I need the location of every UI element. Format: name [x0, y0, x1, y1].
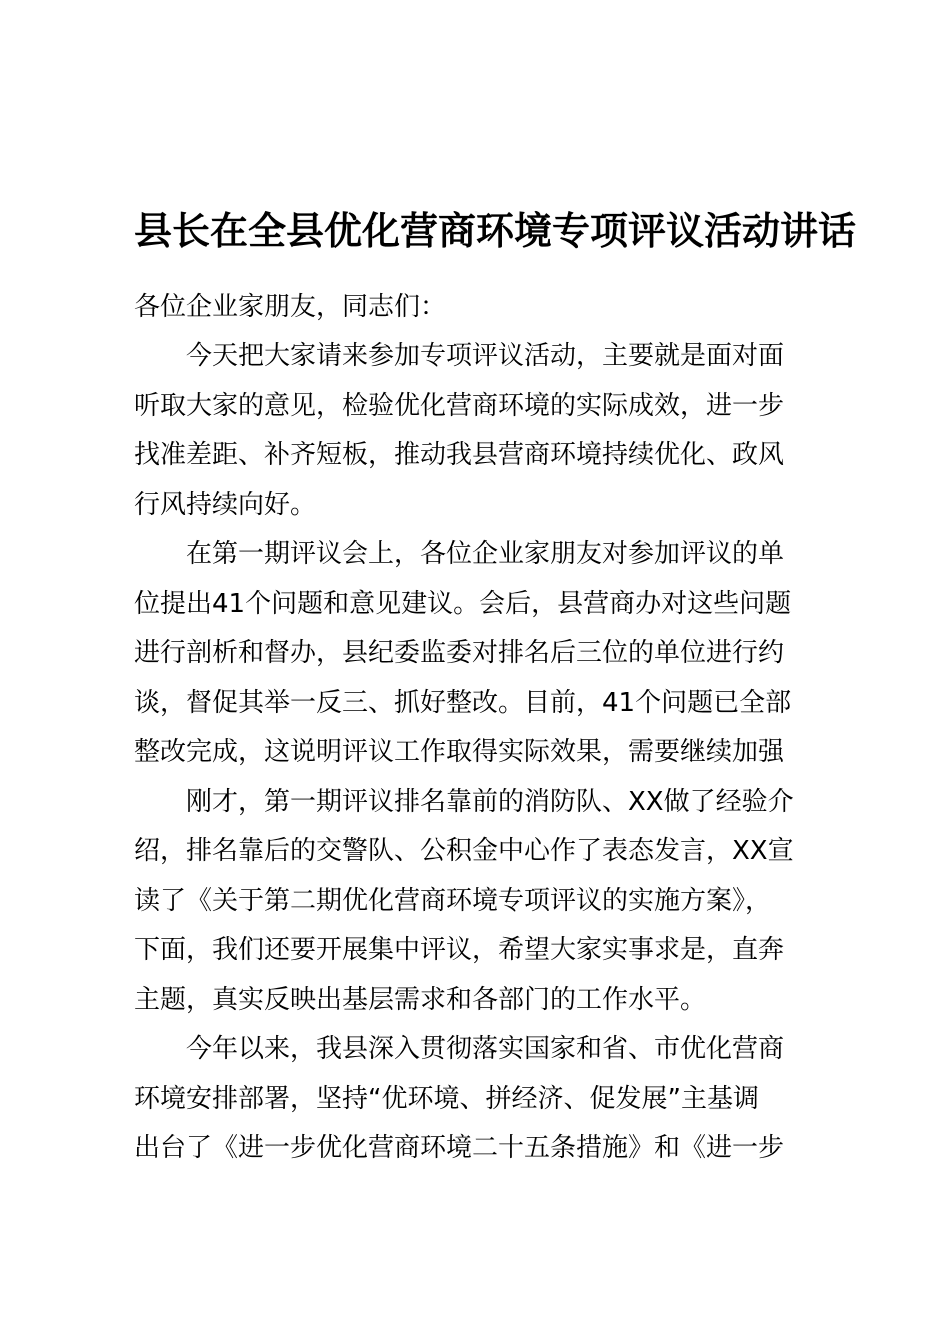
paragraph-3-line-1: 刚才，第一期评议排名靠前的消防队、XX做了经验介 — [186, 787, 794, 817]
paragraph-3-line-5: 主题，真实反映出基层需求和各部门的工作水平。 — [134, 985, 707, 1015]
paragraph-1-line-1: 今天把大家请来参加专项评议活动，主要就是面对面 — [186, 341, 785, 371]
salutation: 各位企业家朋友，同志们： — [134, 292, 447, 322]
paragraph-1-line-2: 听取大家的意见，检验优化营商环境的实际成效，进一步 — [134, 391, 785, 421]
paragraph-4-line-3: 出台了《进一步优化营商环境二十五条措施》和《进一步 — [134, 1133, 785, 1163]
paragraph-1-line-4: 行风持续向好。 — [134, 490, 317, 520]
paragraph-4-line-2: 环境安排部署，坚持“优环境、拼经济、促发展”主基调 — [134, 1084, 759, 1114]
paragraph-3-line-3: 读了《关于第二期优化营商环境专项评议的实施方案》， — [134, 886, 772, 916]
paragraph-4-line-1: 今年以来，我县深入贯彻落实国家和省、市优化营商 — [186, 1034, 785, 1064]
paragraph-2-line-1: 在第一期评议会上，各位企业家朋友对参加评议的单 — [186, 539, 785, 569]
paragraph-3-line-2: 绍，排名靠后的交警队、公积金中心作了表态发言，XX宣 — [134, 836, 794, 866]
paragraph-2-line-4: 谈，督促其举一反三、抓好整改。目前，41个问题已全部 — [134, 688, 792, 718]
paragraph-2-line-2: 位提出41个问题和意见建议。会后，县营商办对这些问题 — [134, 589, 792, 619]
paragraph-2-line-5: 整改完成，这说明评议工作取得实际效果，需要继续加强 — [134, 737, 785, 767]
document-title: 县长在全县优化营商环境专项评议活动讲话 — [134, 209, 857, 253]
paragraph-3-line-4: 下面，我们还要开展集中评议，希望大家实事求是，直奔 — [134, 935, 785, 965]
paragraph-1-line-3: 找准差距、补齐短板，推动我县营商环境持续优化、政风 — [134, 440, 785, 470]
paragraph-2-line-3: 进行剖析和督办，县纪委监委对排名后三位的单位进行约 — [134, 638, 785, 668]
